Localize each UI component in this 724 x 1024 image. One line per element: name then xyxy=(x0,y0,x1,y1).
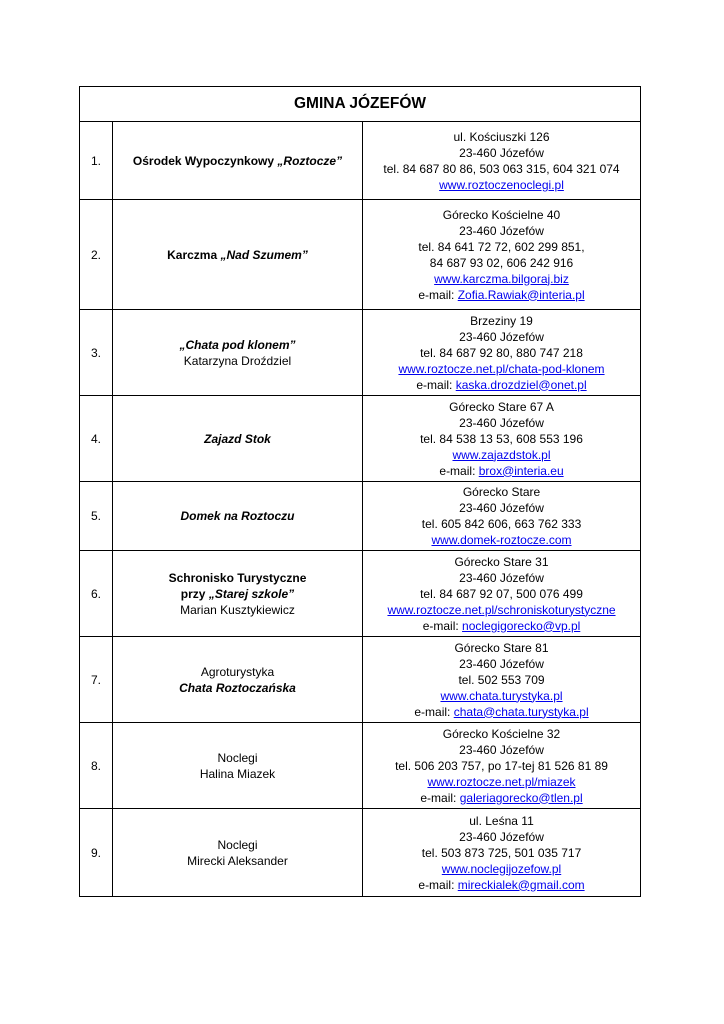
website-link[interactable]: www.zajazdstok.pl xyxy=(452,447,551,462)
row-number: 2. xyxy=(80,200,113,310)
email-line xyxy=(365,790,638,806)
contact-text: 23-460 Józefów xyxy=(459,501,544,515)
row-number: 3. xyxy=(80,310,113,396)
contact-text: Górecko Stare 67 A xyxy=(449,399,554,414)
email-label: e-mail: xyxy=(414,704,454,719)
website-link[interactable]: www.domek-roztocze.com xyxy=(431,533,572,547)
name-segment: przy xyxy=(180,586,209,601)
email-link[interactable]: noclegigorecko@vp.pl xyxy=(462,618,581,633)
contact-details xyxy=(363,396,641,482)
contact-details xyxy=(363,723,641,809)
contact-text: Brzeziny 19 xyxy=(470,313,533,328)
name-segment: Schronisko Turystyczne xyxy=(168,570,307,585)
table-title-row xyxy=(80,87,641,122)
email-link[interactable]: kaska.drozdziel@onet.pl xyxy=(455,377,587,392)
contact-details xyxy=(363,122,641,200)
name-segment: Katarzyna Droździel xyxy=(183,353,292,368)
name-segment: Noclegi xyxy=(217,750,258,765)
contact-text: 84 687 93 02, 606 242 916 xyxy=(429,255,574,270)
email-link[interactable]: Zofia.Rawiak@interia.pl xyxy=(457,287,585,302)
row-number: 7. xyxy=(80,637,113,723)
contact-text: Górecko Stare 81 xyxy=(454,640,549,655)
contact-line xyxy=(365,345,638,361)
name-segment: Noclegi xyxy=(217,837,258,852)
website-link[interactable]: www.roztocze.net.pl/schroniskoturystyczne xyxy=(387,602,616,617)
establishment-name xyxy=(113,551,363,637)
name-segment: Karczma xyxy=(167,247,221,262)
row-number: 1. xyxy=(80,122,113,200)
email-line xyxy=(365,463,638,479)
table-row xyxy=(80,122,641,200)
contact-line xyxy=(365,813,638,829)
name-segment: „Nad Szumem” xyxy=(220,247,308,262)
email-label: e-mail: xyxy=(420,790,460,805)
row-number: 4. xyxy=(80,396,113,482)
establishment-name xyxy=(113,723,363,809)
contact-text: ul. Leśna 11 xyxy=(469,813,534,828)
establishment-name xyxy=(113,200,363,310)
contact-text: 23-460 Józefów xyxy=(459,570,544,585)
contact-text: tel. 84 687 80 86, 503 063 315, 604 321 074 xyxy=(383,161,620,176)
website-line xyxy=(365,177,638,193)
email-link[interactable]: brox@interia.eu xyxy=(478,463,564,478)
table-body xyxy=(80,122,641,897)
table-row xyxy=(80,637,641,723)
website-link[interactable]: www.roztocze.net.pl/chata-pod-klonem xyxy=(398,361,605,376)
row-number: 6. xyxy=(80,551,113,637)
contact-details xyxy=(363,310,641,396)
email-line xyxy=(365,618,638,634)
email-link[interactable]: mireckialek@gmail.com xyxy=(457,877,585,892)
contact-text: Górecko Kościelne 32 xyxy=(442,726,561,741)
contact-text: ul. Kościuszki 126 xyxy=(453,129,550,144)
name-segment: Ośrodek Wypoczynkowy xyxy=(132,153,278,168)
contact-text: Górecko Stare xyxy=(462,485,541,499)
contact-line xyxy=(365,239,638,255)
contact-text: 23-460 Józefów xyxy=(459,742,544,757)
contact-line xyxy=(365,742,638,758)
establishment-name xyxy=(113,809,363,897)
website-line xyxy=(365,447,638,463)
contact-line xyxy=(365,656,638,672)
contact-text: Górecko Kościelne 40 xyxy=(442,207,561,222)
table-row xyxy=(80,723,641,809)
contact-text: 23-460 Józefów xyxy=(459,415,544,430)
lodging-table xyxy=(79,86,641,897)
establishment-name xyxy=(113,637,363,723)
name-segment: „Roztocze” xyxy=(277,153,343,168)
row-number: 5. xyxy=(80,482,113,551)
contact-text: 23-460 Józefów xyxy=(459,656,544,671)
contact-line xyxy=(365,829,638,845)
row-number: 8. xyxy=(80,723,113,809)
establishment-name xyxy=(113,122,363,200)
name-segment: Halina Miazek xyxy=(199,766,276,781)
contact-text: Górecko Stare 31 xyxy=(454,554,549,569)
contact-text: tel. 506 203 757, po 17-tej 81 526 81 89 xyxy=(395,758,608,773)
name-segment: Domek na Roztoczu xyxy=(180,509,295,523)
contact-text: 23-460 Józefów xyxy=(459,145,544,160)
website-line xyxy=(365,602,638,618)
contact-line xyxy=(365,516,638,532)
contact-line xyxy=(365,726,638,742)
email-link[interactable]: chata@chata.turystyka.pl xyxy=(453,704,589,719)
establishment-name xyxy=(113,482,363,551)
contact-text: tel. 84 538 13 53, 608 553 196 xyxy=(420,431,583,446)
contact-line xyxy=(365,570,638,586)
table-row xyxy=(80,551,641,637)
contact-line xyxy=(365,207,638,223)
name-segment: Chata Roztoczańska xyxy=(179,680,296,695)
contact-line xyxy=(365,500,638,516)
email-label: e-mail: xyxy=(418,287,458,302)
row-number: 9. xyxy=(80,809,113,897)
email-line xyxy=(365,287,638,303)
contact-line xyxy=(365,845,638,861)
email-line xyxy=(365,877,638,893)
website-line xyxy=(365,688,638,704)
contact-details xyxy=(363,551,641,637)
contact-line xyxy=(365,223,638,239)
table-row xyxy=(80,482,641,551)
contact-line xyxy=(365,484,638,500)
name-segment: Zajazd Stok xyxy=(204,431,271,446)
contact-text: 23-460 Józefów xyxy=(459,329,544,344)
table-row xyxy=(80,396,641,482)
contact-text: tel. 84 687 92 80, 880 747 218 xyxy=(420,345,583,360)
contact-line xyxy=(365,145,638,161)
website-link[interactable]: www.karczma.bilgoraj.biz xyxy=(434,271,569,286)
name-segment: Mirecki Aleksander xyxy=(187,853,288,868)
email-label: e-mail: xyxy=(422,618,463,633)
contact-line xyxy=(365,431,638,447)
email-line xyxy=(365,704,638,720)
contact-line xyxy=(365,586,638,602)
table-row xyxy=(80,809,641,897)
contact-details xyxy=(363,809,641,897)
name-segment: „Starej szkole” xyxy=(208,586,295,601)
contact-line xyxy=(365,129,638,145)
contact-text: tel. 503 873 725, 501 035 717 xyxy=(421,845,582,860)
website-line xyxy=(365,861,638,877)
email-label: e-mail: xyxy=(416,377,456,392)
contact-line xyxy=(365,554,638,570)
page-title: GMINA JÓZEFÓW xyxy=(80,87,641,122)
website-link[interactable]: www.roztocze.net.pl/miazek xyxy=(427,774,576,789)
website-line xyxy=(365,271,638,287)
email-line xyxy=(365,377,638,393)
email-label: e-mail: xyxy=(418,877,458,892)
contact-text: tel. 605 842 606, 663 762 333 xyxy=(421,517,582,531)
contact-line xyxy=(365,255,638,271)
website-line xyxy=(365,532,638,548)
establishment-name xyxy=(113,396,363,482)
contact-details xyxy=(363,200,641,310)
website-link[interactable]: www.noclegijozefow.pl xyxy=(441,861,562,876)
email-label: e-mail: xyxy=(439,463,479,478)
name-segment: Marian Kusztykiewicz xyxy=(180,602,295,617)
contact-text: 23-460 Józefów xyxy=(459,223,544,238)
contact-text: tel. 502 553 709 xyxy=(458,672,545,687)
contact-line xyxy=(365,640,638,656)
table-row xyxy=(80,200,641,310)
table-row xyxy=(80,310,641,396)
contact-details xyxy=(363,637,641,723)
email-link[interactable]: galeriagorecko@tlen.pl xyxy=(459,790,583,805)
contact-text: 23-460 Józefów xyxy=(459,829,544,844)
website-link[interactable]: www.chata.turystyka.pl xyxy=(440,688,563,703)
contact-line xyxy=(365,329,638,345)
contact-line xyxy=(365,415,638,431)
contact-line xyxy=(365,161,638,177)
name-segment: Agroturystyka xyxy=(200,664,275,679)
contact-text: tel. 84 687 92 07, 500 076 499 xyxy=(420,586,583,601)
contact-line xyxy=(365,313,638,329)
name-segment: „Chata pod klonem” xyxy=(179,337,296,352)
contact-details xyxy=(363,482,641,551)
website-line xyxy=(365,774,638,790)
contact-line xyxy=(365,399,638,415)
contact-line xyxy=(365,672,638,688)
contact-line xyxy=(365,758,638,774)
establishment-name xyxy=(113,310,363,396)
website-link[interactable]: www.roztoczenoclegi.pl xyxy=(439,177,564,192)
contact-text: tel. 84 641 72 72, 602 299 851, xyxy=(418,239,585,254)
website-line xyxy=(365,361,638,377)
